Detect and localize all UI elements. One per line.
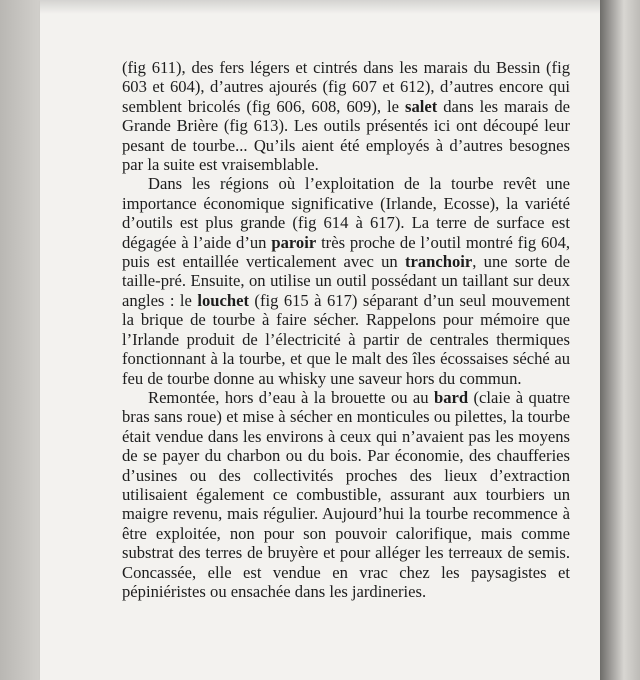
text-run: très proche de l’outil montré fig 604, puis est entaillée verticalement avec un [122, 232, 571, 272]
text-run: (fig 615 à 617) séparant d’un seul mouvement la brique de tourbe à faire sécher. Rappelons pour mémoire que l’Irlande produit de l’électricité à partir de centrales thermiques fonctionnant à la tourbe, et que le malt des îles écossaises séché au feu de tourbe donne au whisky une saveur hors du commun. [122, 290, 570, 388]
term-bard: bard [434, 387, 469, 407]
text-run: Dans les régions où l’exploitation de la tourbe revêt une importance économique significative (Irlande, Ecosse), la variété d’outils est plus grande (fig 614 à 617). La terre de surface est dégagée à l’aide d’un [122, 174, 570, 252]
body-text [122, 58, 570, 601]
text-run: Remontée, hors d’eau à la brouette ou au [148, 387, 434, 407]
background-surface [0, 0, 44, 680]
paragraph-1 [122, 58, 570, 174]
paragraph-3 [122, 388, 570, 601]
page-edge-stack [600, 0, 640, 680]
text-run: dans les marais de Grande Brière (fig 613). Les outils présentés ici ont découpé leur pesant de tourbe... Qu’ils aient été employés à d’autres besognes par la suite est vraisemblable. [122, 96, 570, 175]
text-run: (fig 611), des fers légers et cintrés dans les marais du Bessin (fig 603 et 604), d’autres ajourés (fig 607 et 612), d’autres encore qui semblent bricolés (fig 606, 608, 609), le [122, 58, 570, 116]
term-tranchoir: tranchoir [404, 252, 473, 272]
term-paroir: paroir [271, 232, 317, 252]
term-salet: salet [405, 96, 438, 116]
text-run: (claie à quatre bras sans roue) et mise à sécher en monticules ou pilettes, la tourbe était vendue dans les environs à ceux qui n’avaient pas les moyens de se payer du charbon ou du bois. Par économie, des chaufferies d’usines ou des collectivités proches des lieux d’extraction utilisaient également ce combustible, assurant aux tourbiers un maigre revenu, mais régulier. Aujourd’hui la tourbe recommence à être exploitée, non pour son pouvoir calorifique, mais comme substrat des terres de bruyère et pour alléger les terreaux de semis. Concassée, elle est vendue en vrac chez les paysagistes et pépiniéristes ou ensachée dans les jardineries. [122, 387, 570, 601]
term-louchet: louchet [197, 290, 249, 310]
text-run: , une sorte de taille-pré. Ensuite, on utilise un outil possédant un taillant sur deux angles : le [122, 252, 570, 310]
page-shadow [40, 0, 602, 14]
paragraph-2 [122, 174, 570, 387]
